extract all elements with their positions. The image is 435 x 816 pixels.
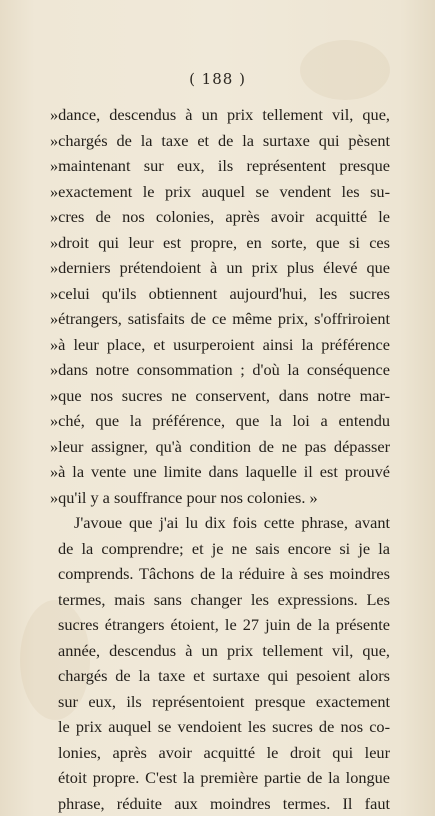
text-line: »étrangers, satisfaits de ce même prix, s'offriroient [50, 306, 390, 332]
text-line: »derniers prétendoient à un prix plus élevé que [50, 255, 390, 281]
text-line: »à leur place, et usurperoient ainsi la préférence [50, 332, 390, 358]
body-text [58, 102, 390, 816]
text-line: lonies, après avoir acquitté le droit qui leur [58, 740, 390, 766]
text-line: »ché, que la préférence, que la loi a entendu [50, 408, 390, 434]
text-line: termes, mais sans changer les expressions. Les [58, 587, 390, 613]
text-line: sur eux, ils représentoient presque exactement [58, 689, 390, 715]
text-line: »droit qui leur est propre, en sorte, que si ces [50, 230, 390, 256]
text-line: comprends. Tâchons de la réduire à ses moindres [58, 561, 390, 587]
text-line: »cres de nos colonies, après avoir acquitté le [50, 204, 390, 230]
text-line: le prix auquel se vendoient les sucres de nos co- [58, 714, 390, 740]
text-line: sucres étrangers étoient, le 27 juin de la présente [58, 612, 390, 638]
text-line: de la comprendre; et je ne sais encore si je la [58, 536, 390, 562]
text-line: étoit propre. C'est la première partie de la longue [58, 765, 390, 791]
text-line: »que nos sucres ne conservent, dans notre mar- [50, 383, 390, 409]
text-line: »exactement le prix auquel se vendent les su- [50, 179, 390, 205]
text-line: »celui qu'ils obtiennent aujourd'hui, les sucres [50, 281, 390, 307]
text-line: J'avoue que j'ai lu dix fois cette phrase, avant [58, 510, 390, 536]
text-line: chargés de la taxe et surtaxe qui pesoient alors [58, 663, 390, 689]
text-line: »leur assigner, qu'à condition de ne pas dépasser [50, 434, 390, 460]
text-line: phrase, réduite aux moindres termes. Il faut [58, 791, 390, 816]
text-line: »chargés de la taxe et de la surtaxe qui pèsent [50, 128, 390, 154]
text-line: »à la vente une limite dans laquelle il est prouvé [50, 459, 390, 485]
text-line: année, descendus à un prix tellement vil, que, [58, 638, 390, 664]
text-line: »dans notre consommation ; d'où la conséquence [50, 357, 390, 383]
page-number: ( 188 ) [0, 70, 435, 88]
text-line: »qu'il y a souffrance pour nos colonies. » [50, 485, 390, 511]
text-line: »maintenant sur eux, ils représentent presque [50, 153, 390, 179]
text-line: »dance, descendus à un prix tellement vil, que, [50, 102, 390, 128]
